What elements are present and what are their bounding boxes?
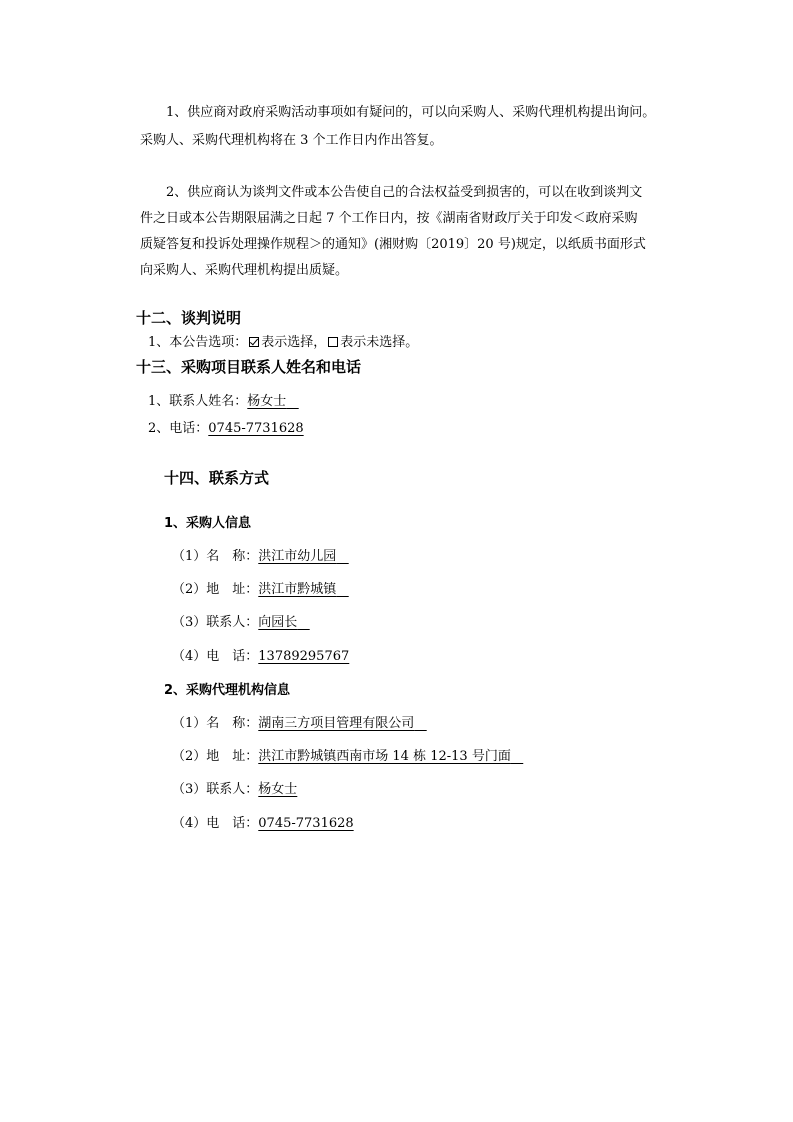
agency-address-value: 洪江市黔城镇西南市场 14 栋 12-13 号门面 <box>258 749 511 764</box>
contact-name-row <box>148 394 299 410</box>
section12-heading: 十二、谈判说明 <box>136 309 242 327</box>
option-legend <box>148 335 418 351</box>
purchaser-phone-label: （4）电 话： <box>172 649 259 664</box>
contact-phone-row <box>148 421 304 437</box>
contact-phone-value: 0745-7731628 <box>208 421 304 436</box>
agency-address-label: （2）地 址： <box>172 749 259 764</box>
purchaser-name-label: （1）名 称： <box>172 549 259 564</box>
purchaser-phone-row <box>172 649 349 665</box>
purchaser-info-title: 1、采购人信息 <box>164 516 252 531</box>
para2-line4: 向采购人、采购代理机构提出质疑。 <box>140 263 349 278</box>
agency-name-value: 湖南三方项目管理有限公司 <box>258 716 415 731</box>
purchaser-address-row <box>172 582 349 598</box>
agency-phone-value: 0745-7731628 <box>258 816 354 831</box>
section13-heading: 十三、采购项目联系人姓名和电话 <box>136 358 362 376</box>
purchaser-address-value: 洪江市黔城镇 <box>258 582 337 597</box>
agency-phone-label: （4）电 话： <box>172 816 259 831</box>
agency-address-row <box>172 749 523 765</box>
purchaser-name-value: 洪江市幼儿园 <box>258 549 337 564</box>
unchecked-box-icon <box>328 337 338 347</box>
para2-line1: 2、供应商认为谈判文件或本公告使自己的合法权益受到损害的，可以在收到谈判文 <box>166 185 643 200</box>
para1-line2: 采购人、采购代理机构将在 3 个工作日内作出答复。 <box>140 133 443 148</box>
para2-line3: 质疑答复和投诉处理操作规程＞的通知》(湘财购〔2019〕20 号)规定，以纸质书面形式 <box>140 237 646 252</box>
purchaser-address-label: （2）地 址： <box>172 582 259 597</box>
para2-line2: 件之日或本公告期限届满之日起 7 个工作日内，按《湖南省财政厅关于印发＜政府采购 <box>140 211 638 226</box>
checked-meaning: 表示选择， <box>261 335 327 350</box>
agency-contact-row <box>172 782 297 798</box>
agency-name-label: （1）名 称： <box>172 716 259 731</box>
purchaser-contact-value: 向园长 <box>258 615 298 630</box>
contact-name-label: 1、联系人姓名： <box>148 394 248 409</box>
checked-box-icon <box>249 337 259 347</box>
unchecked-meaning: 表示未选择。 <box>340 335 419 350</box>
option-legend-prefix: 1、本公告选项： <box>148 335 248 350</box>
contact-phone-label: 2、电话： <box>148 421 209 436</box>
purchaser-phone-value: 13789295767 <box>258 649 350 664</box>
para1-line1: 1、供应商对政府采购活动事项如有疑问的，可以向采购人、采购代理机构提出询问。 <box>166 105 656 120</box>
section14-heading: 十四、联系方式 <box>164 469 270 487</box>
agency-info-title: 2、采购代理机构信息 <box>164 683 291 698</box>
purchaser-contact-row <box>172 615 310 631</box>
contact-name-value: 杨女士 <box>247 394 287 409</box>
purchaser-name-row <box>172 549 349 565</box>
agency-phone-row <box>172 816 354 832</box>
purchaser-contact-label: （3）联系人： <box>172 615 259 630</box>
agency-name-row <box>172 716 427 732</box>
agency-contact-label: （3）联系人： <box>172 782 259 797</box>
agency-contact-value: 杨女士 <box>258 782 298 797</box>
